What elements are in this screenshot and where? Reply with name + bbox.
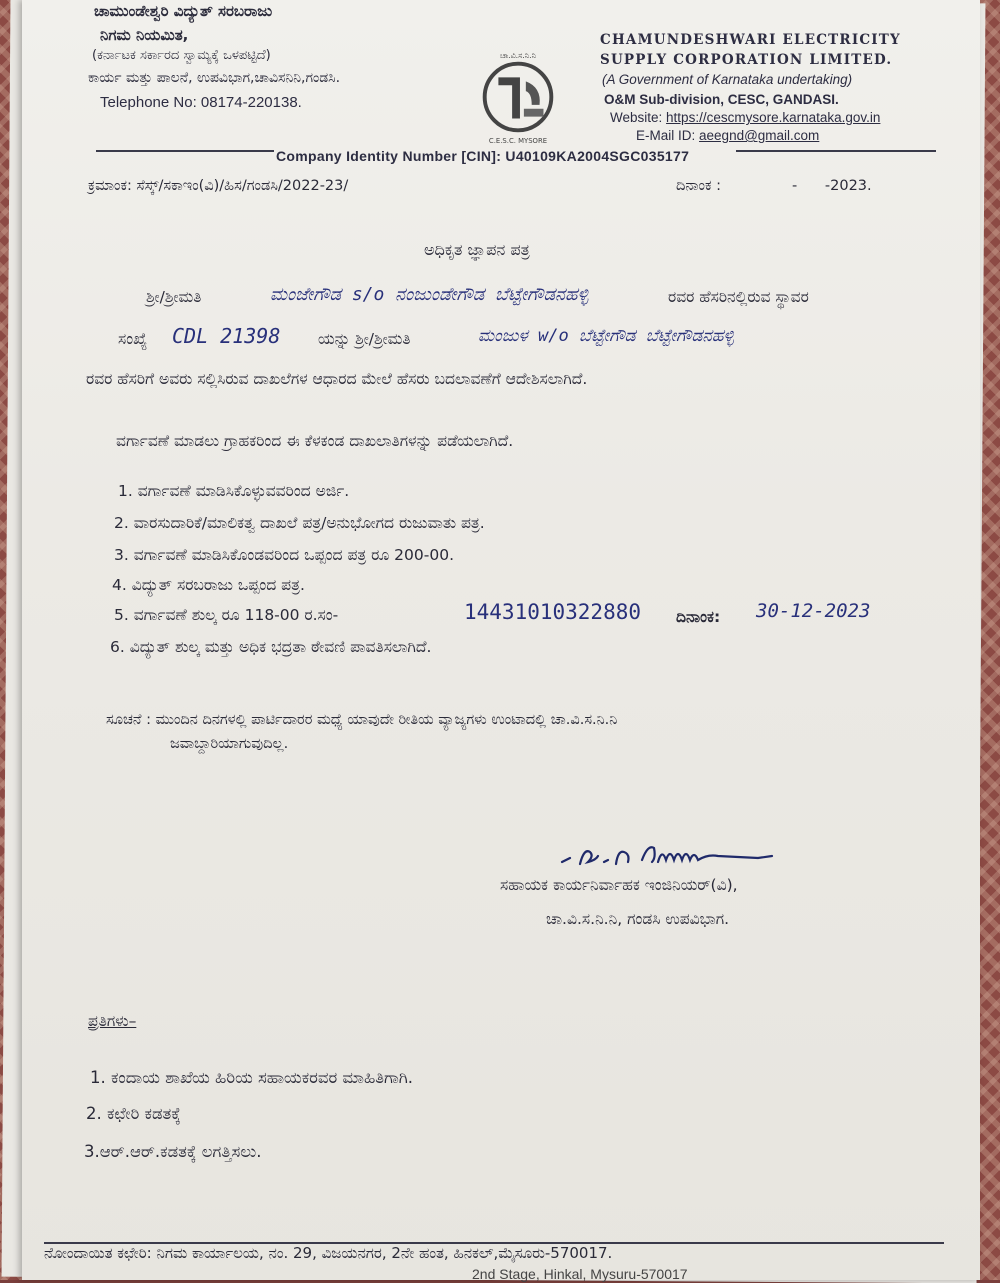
en-company-line1: CHAMUNDESHWARI ELECTRICITY (600, 32, 901, 48)
footer-address-kn: ನೋಂದಾಯಿತ ಕಛೇರಿ: ನಿಗಮ ಕಾರ್ಯಾಲಯ, ನಂ. 29, ವಿಜಯನಗರ, 2ನೇ ಹಂತ, ಹಿನಕಲ್,ಮೈಸೂರು-570017. (44, 1244, 613, 1262)
en-company-line4: O&M Sub-division, CESC, GANDASI. (604, 92, 839, 107)
email-link[interactable]: aeegnd@gmail.com (699, 128, 820, 143)
copy-item-2: 2. ಕಛೇರಿ ಕಡತಕ್ಕೆ (86, 1104, 181, 1123)
kn-company-line2: ನಿಗಮ ನಿಯಮಿತ, (100, 26, 189, 44)
website-row (610, 110, 880, 125)
cin: Company Identity Number [CIN]: U40109KA2004SGC035177 (276, 148, 690, 164)
signatory-designation: ಸಹಾಯಕ ಕಾರ್ಯನಿರ್ವಾಹಕ ಇಂಜಿನಿಯರ್(ವಿ), (500, 876, 738, 894)
handwritten-receipt-date: 30-12-2023 (756, 600, 871, 622)
cesc-logo (469, 48, 567, 146)
kn-company-line4: ಕಾರ್ಯ ಮತ್ತು ಪಾಲನೆ, ಉಪವಿಭಾಗ,ಚಾವಿಸನಿನಿ,ಗಂಡಸಿ. (88, 70, 341, 86)
memo-title: ಅಧಿಕೃತ ಜ್ಞಾಪನ ಪತ್ರ (424, 240, 530, 259)
header-rule-right (736, 150, 936, 152)
copy-item-3: 3.ಆರ್.ಆರ್.ಕಡತಕ್ಕೆ ಲಗತ್ತಿಸಲು. (84, 1142, 262, 1161)
website-label: Website: (610, 110, 663, 125)
logo-text-bottom: C.E.S.C. MYSORE (488, 137, 548, 146)
email-label: E-Mail ID: (636, 128, 696, 143)
footer-address-en: 2nd Stage, Hinkal, Mysuru-570017 (472, 1266, 688, 1282)
document-page (22, 0, 980, 1280)
item5-date-label: ದಿನಾಂಕ: (676, 608, 721, 626)
body-line2-mid: ಯನ್ನು ಶ್ರೀ/ಶ್ರೀಮತಿ (318, 330, 411, 348)
note-line2: ಜವಾಬ್ದಾರಿಯಾಗುವುದಿಲ್ಲ. (170, 736, 289, 752)
telephone: Telephone No: 08174-220138. (100, 94, 302, 111)
document-item-1: 1. ವರ್ಗಾವಣೆ ಮಾಡಿಸಿಕೊಳ್ಳುವವರಿಂದ ಅರ್ಜಿ. (118, 482, 350, 500)
date-label: ದಿನಾಂಕ : (676, 178, 721, 194)
document-item-3: 3. ವರ್ಗಾವಣೆ ಮಾಡಿಸಿಕೊಂಡವರಿಂದ ಒಪ್ಪಂದ ಪತ್ರ ರೂ 200-00. (114, 546, 455, 564)
handwritten-new-name: ಮಂಜುಳ w/o ಬೆಟ್ಟೇಗೌಡ ಬೆಟ್ಟೇಗೌಡನಹಳ್ಳಿ (478, 326, 734, 346)
document-item-2: 2. ವಾರಸುದಾರಿಕೆ/ಮಾಲಿಕತ್ವ ದಾಖಲೆ ಪತ್ರ/ಅನುಭೋಗದ ರುಜುವಾತು ಪತ್ರ. (114, 514, 485, 532)
handwritten-installation-number: CDL 21398 (172, 324, 281, 348)
kn-company-line1: ಚಾಮುಂಡೇಶ್ವರಿ ವಿದ್ಯುತ್ ಸರಬರಾಜು (94, 2, 273, 20)
email-row (636, 128, 819, 143)
kn-company-line3: (ಕರ್ನಾಟಕ ಸರ್ಕಾರದ ಸ್ವಾಮ್ಯಕ್ಕೆ ಒಳಪಟ್ಟಿದೆ) (92, 48, 271, 63)
logo-text-top: ಚಾ.ವಿ.ಸ.ನಿ.ನಿ (500, 50, 536, 60)
body-line2-prefix: ಸಂಖ್ಯೆ (118, 330, 148, 348)
en-company-line3: (A Government of Karnataka undertaking) (602, 72, 853, 87)
header-rule-left (96, 150, 274, 152)
en-company-line2: SUPPLY CORPORATION LIMITED. (600, 52, 893, 68)
body-line1-prefix: ಶ್ರೀ/ಶ್ರೀಮತಿ (146, 288, 202, 306)
body-line3: ರವರ ಹೆಸರಿಗೆ ಅವರು ಸಲ್ಲಿಸಿರುವ ದಾಖಲೆಗಳ ಆಧಾರದ ಮೇಲೆ ಹೆಸರು ಬದಲಾವಣೆಗೆ ಆದೇಶಿಸಲಾಗಿದೆ. (86, 370, 588, 388)
documents-intro: ವರ್ಗಾವಣೆ ಮಾಡಲು ಗ್ರಾಹಕರಿಂದ ಈ ಕೆಳಕಂಡ ದಾಖಲಾತಿಗಳನ್ನು ಪಡೆಯಲಾಗಿದೆ. (116, 432, 514, 450)
copy-item-1: 1. ಕಂದಾಯ ಶಾಖೆಯ ಹಿರಿಯ ಸಹಾಯಕರವರ ಮಾಹಿತಿಗಾಗಿ. (90, 1068, 414, 1087)
date-value: - -2023. (792, 178, 872, 194)
reference-number: ಕ್ರಮಾಂಕ: ಸೆಸ್ಕ್/ಸಕಾಇಂ(ವಿ)/ಹಿಸ/ಗಂಡಸಿ/2022-23/ (88, 178, 349, 194)
website-link[interactable]: https://cescmysore.karnataka.gov.in (666, 110, 881, 125)
handwritten-old-name: ಮಂಜೇಗೌಡ s/o ನಂಜುಂಡೇಗೌಡ ಬೆಟ್ಟೇಗೌಡನಹಳ್ಳಿ (270, 284, 589, 305)
body-line1-suffix: ರವರ ಹೆಸರಿನಲ್ಲಿರುವ ಸ್ಥಾವರ (668, 288, 809, 306)
note-line1: ಸೂಚನೆ : ಮುಂದಿನ ದಿನಗಳಲ್ಲಿ ಪಾರ್ಟಿದಾರರ ಮಧ್ಯೆ ಯಾವುದೇ ರೀತಿಯ ವ್ಯಾಜ್ಯಗಳು ಉಂಟಾದಲ್ಲಿ ಚಾ.ವಿ.ಸ.ನಿ.ನಿ (106, 712, 618, 728)
signatory-office: ಚಾ.ವಿ.ಸ.ನಿ.ನಿ, ಗಂಡಸಿ ಉಪವಿಭಾಗ. (546, 910, 730, 928)
document-item-5: 5. ವರ್ಗಾವಣೆ ಶುಲ್ಕ ರೂ 118-00 ರ.ಸಂ- (114, 606, 339, 624)
document-item-4: 4. ವಿದ್ಯುತ್ ಸರಬರಾಜು ಒಪ್ಪಂದ ಪತ್ರ. (112, 576, 305, 594)
copies-title: ಪ್ರತಿಗಳು– (88, 1012, 137, 1030)
document-item-6: 6. ವಿದ್ಯುತ್ ಶುಲ್ಕ ಮತ್ತು ಅಧಿಕ ಭದ್ರತಾ ಠೇವಣಿ ಪಾವತಿಸಲಾಗಿದೆ. (110, 638, 432, 656)
signature-scribble (558, 838, 778, 872)
handwritten-receipt-number: 14431010322880 (464, 600, 642, 624)
